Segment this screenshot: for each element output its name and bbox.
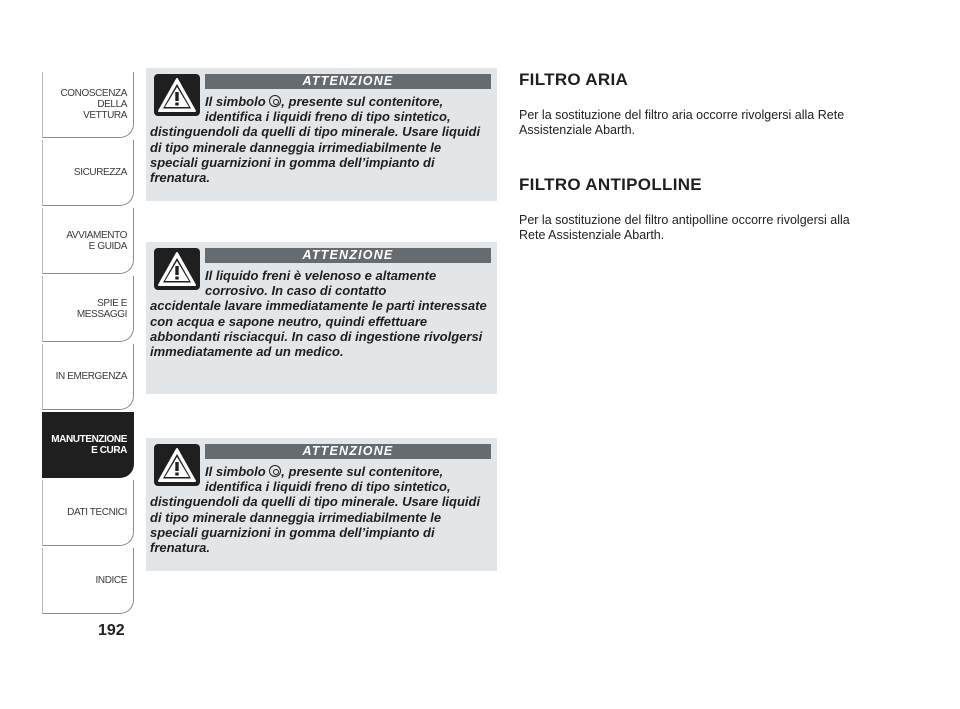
warning-body: distinguendoli da quelli di tipo minerale. Usare liquidi di tipo minerale danneggia irrimediabilmente le speciali guarnizioni in gomma dell’impianto di frenatura. <box>150 124 481 186</box>
warning-box <box>146 242 497 394</box>
tab-conoscenza-della-vettura[interactable] <box>42 72 134 138</box>
tab-label: AVVIAMENTO E GUIDA <box>66 229 127 252</box>
tab-indice[interactable] <box>42 548 134 614</box>
tab-avviamento-e-guida[interactable] <box>42 208 134 274</box>
warning-line: Il liquido freni è velenoso e altamente <box>205 268 437 283</box>
tab-label: INDICE <box>95 575 127 586</box>
warning-line: identifica i liquidi freno di tipo sintetico, <box>205 479 451 495</box>
tab-sicurezza[interactable] <box>42 140 134 206</box>
warning-heading: ATTENZIONE <box>205 74 491 89</box>
tab-spie-e-messaggi[interactable] <box>42 276 134 342</box>
section-title-filtro-antipolline: FILTRO ANTIPOLLINE <box>519 175 702 194</box>
warning-line: identifica i liquidi freno di tipo sintetico, <box>205 109 451 125</box>
section-title-filtro-aria: FILTRO ARIA <box>519 70 629 89</box>
synthetic-fluid-symbol-icon <box>269 465 281 477</box>
warning-heading: ATTENZIONE <box>205 444 491 459</box>
warning-heading: ATTENZIONE <box>205 248 491 263</box>
tab-label: IN EMERGENZA <box>55 371 127 382</box>
tab-label: MANUTENZIONE E CURA <box>51 433 127 456</box>
warning-body: accidentale lavare immediatamente le parti interessate con acqua e sapone neutro, quindi effettuare abbondanti risciacqui. In caso di ingestione rivolgersi immediatamente ad un medico. <box>150 298 487 360</box>
warning-body: distinguendoli da quelli di tipo minerale. Usare liquidi di tipo minerale danneggia irrimediabilmente le speciali guarnizioni in gomma dell’impianto di frenatura. <box>150 494 481 556</box>
synthetic-fluid-symbol-icon <box>269 95 281 107</box>
warning-line: , presente sul contenitore, <box>281 464 444 479</box>
tab-dati-tecnici[interactable] <box>42 480 134 546</box>
warning-text <box>150 464 489 555</box>
warning-text <box>150 94 489 185</box>
warning-line: Il simbolo <box>205 464 270 479</box>
warning-box <box>146 68 497 201</box>
tab-in-emergenza[interactable] <box>42 344 134 410</box>
tab-label: CONOSCENZA DELLA VETTURA <box>60 88 127 121</box>
warning-box <box>146 438 497 571</box>
tab-manutenzione-e-cura[interactable] <box>42 412 134 478</box>
section-body-filtro-aria: Per la sostituzione del filtro aria occorre rivolgersi alla Rete Assistenziale Abarth. <box>519 108 845 137</box>
warning-line: Il simbolo <box>205 94 270 109</box>
warning-line: corrosivo. In caso di contatto <box>205 283 387 299</box>
tab-label: SICUREZZA <box>73 167 127 178</box>
tab-label: SPIE E MESSAGGI <box>76 297 127 320</box>
warning-line: , presente sul contenitore, <box>281 94 444 109</box>
section-body-filtro-antipolline: Per la sostituzione del filtro antipolline occorre rivolgersi alla Rete Assistenziale Abarth. <box>519 213 850 242</box>
page-number: 192 <box>98 622 125 639</box>
tab-label: DATI TECNICI <box>67 507 127 518</box>
warning-text <box>150 268 489 359</box>
